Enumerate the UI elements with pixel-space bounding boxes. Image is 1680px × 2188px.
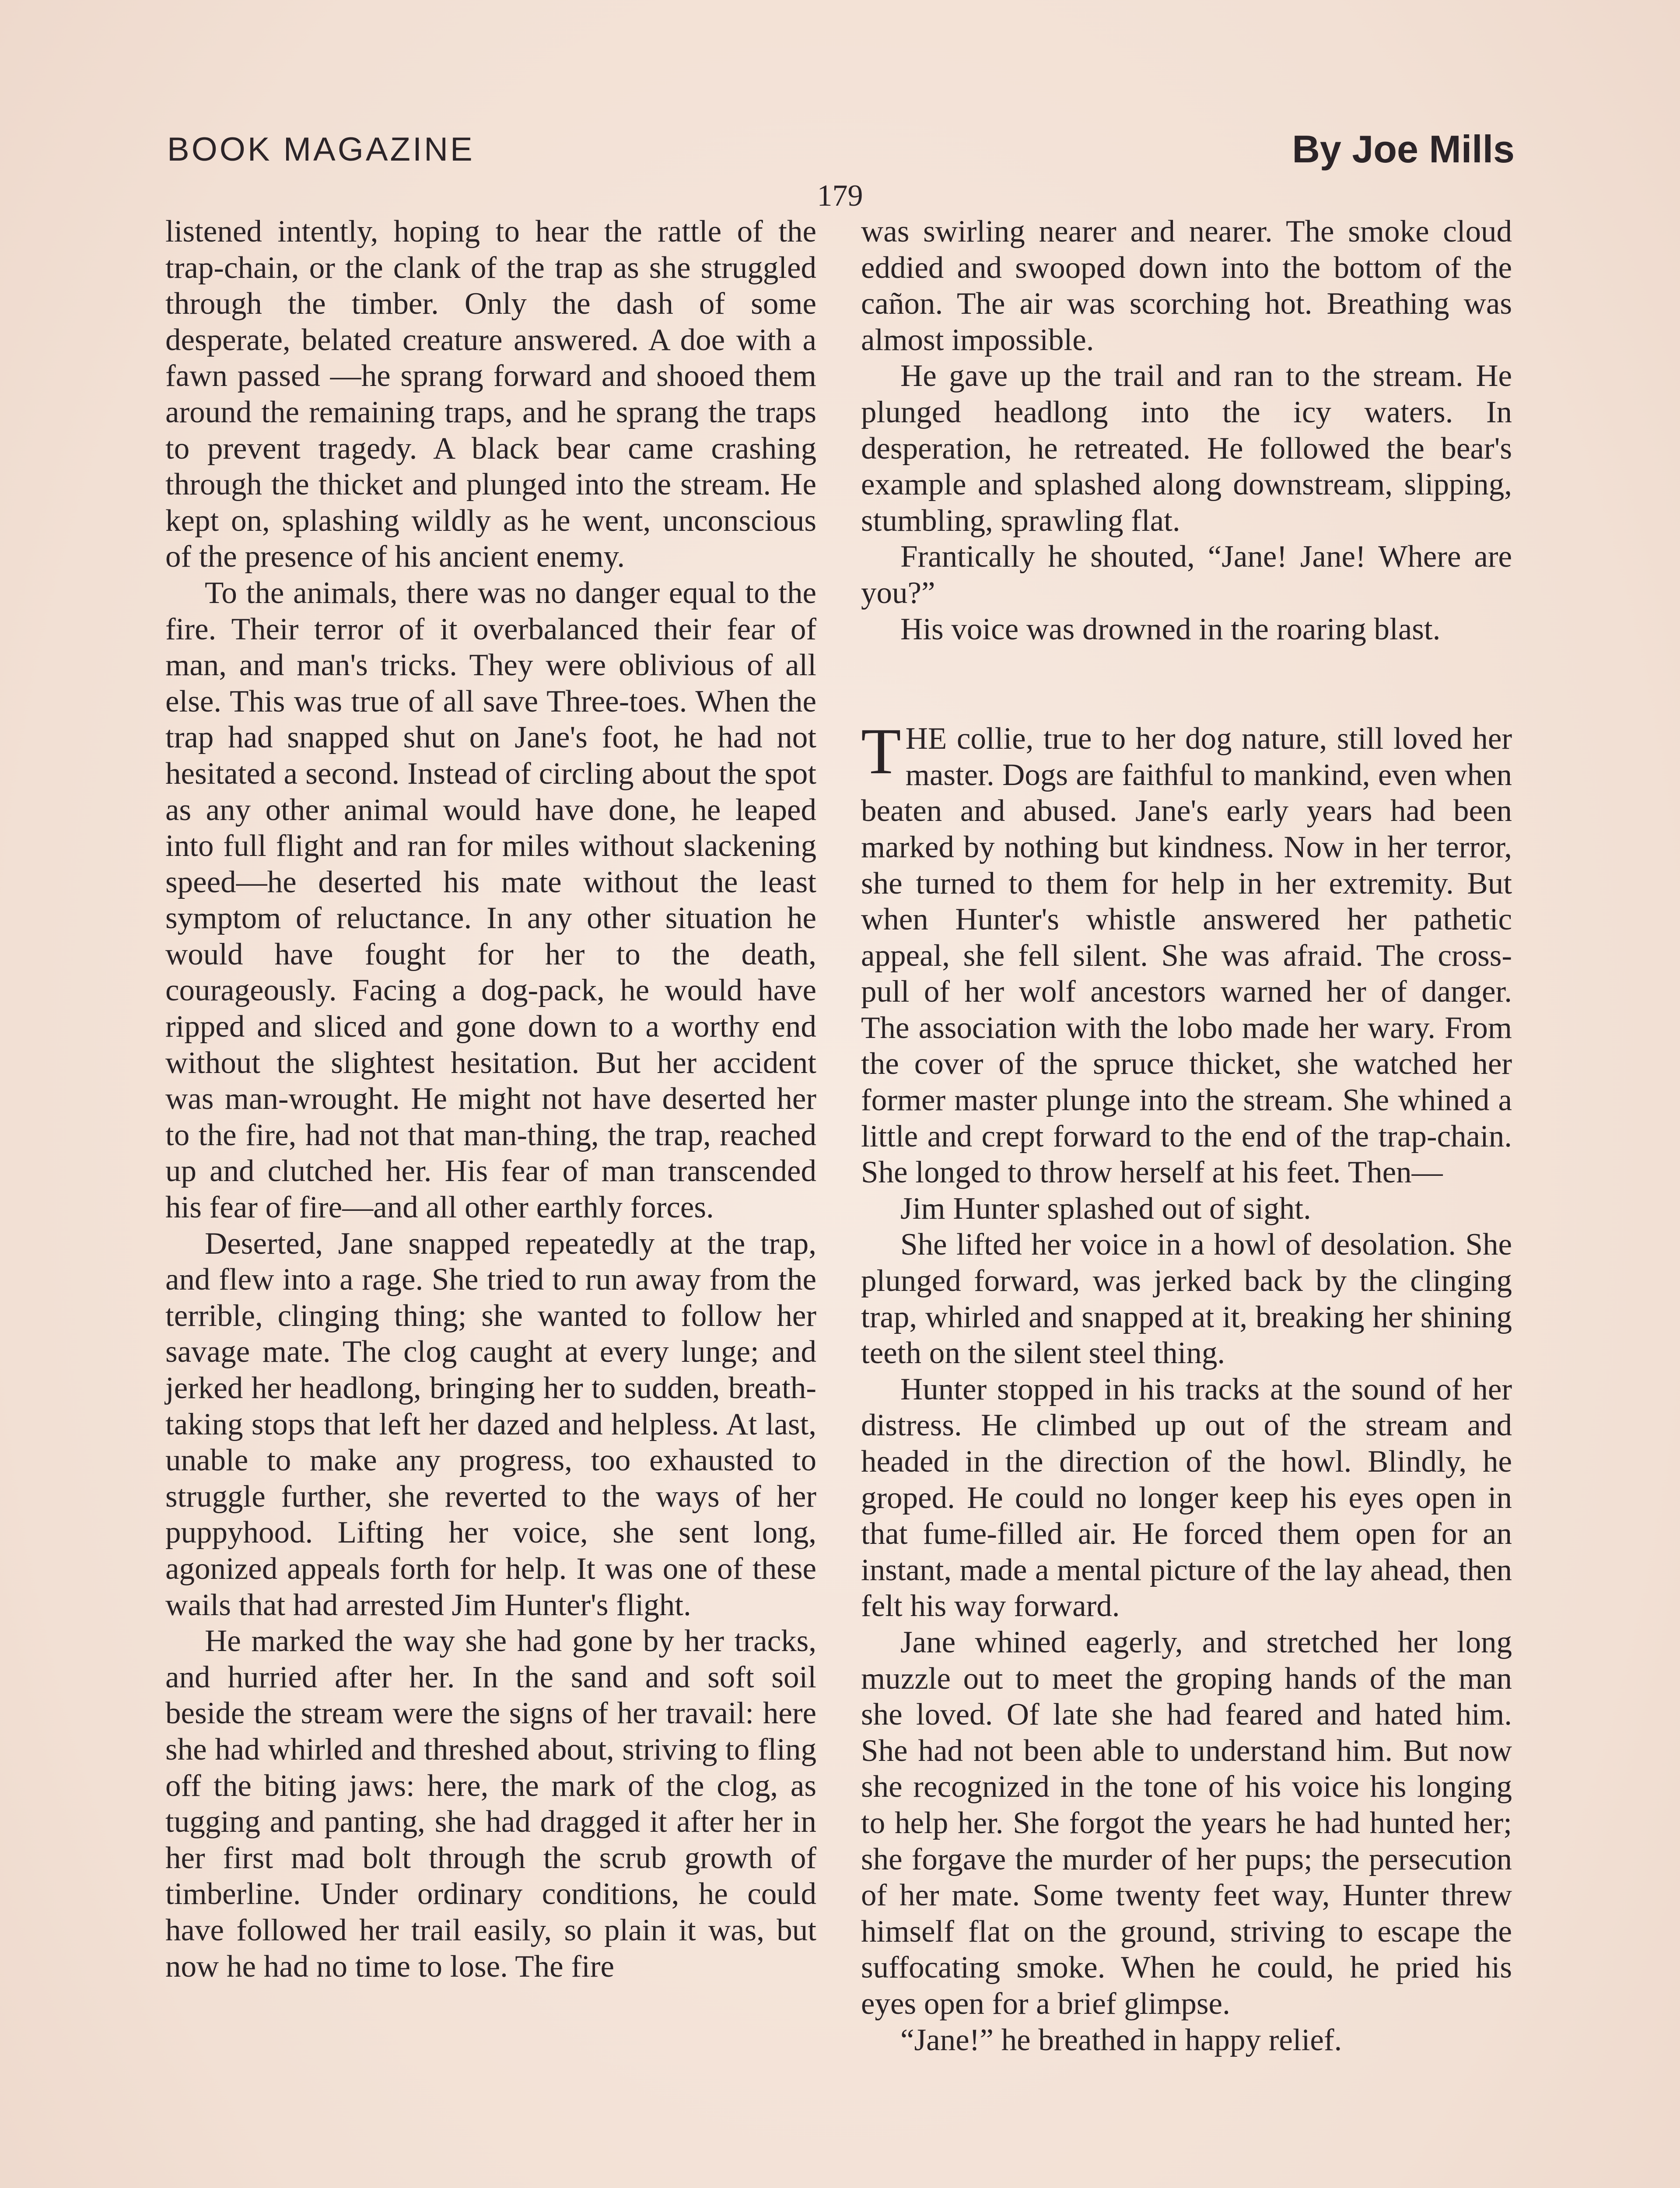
section-opening-paragraph — [861, 715, 1512, 1191]
page-number: 179 — [817, 179, 863, 213]
paragraph: Jim Hunter splashed out of sight. — [900, 1191, 1311, 1226]
paragraph: He gave up the trail and ran to the stream. He plunged headlong into the icy waters. In desperation, he retreated. He followed the bear's example and splashed along downstream, slipping, stumbling, sprawling flat. — [861, 359, 1512, 538]
drop-cap: T — [861, 715, 901, 788]
paragraph: “Jane!” he breathed in happy relief. — [900, 2023, 1342, 2057]
paragraph: was swirling nearer and nearer. The smoke cloud eddied and swooped down into the bottom of the cañon. The air was scorching hot. Breathing was almost impossible. — [861, 214, 1512, 357]
left-column — [165, 214, 816, 1985]
paragraph: She lifted her voice in a howl of desolation. She plunged forward, was jerked back by the clinging trap, whirled and snapped at it, breaking her shining teeth on the silent steel thing. — [861, 1227, 1512, 1371]
magazine-title: BOOK MAGAZINE — [167, 131, 475, 168]
paragraph-text: collie, true to her dog nature, still loved her master. Dogs are faithful to mankind, even when beaten and abused. Jane's early years had been marked by nothing but kindness. Now in her terror, she turned to them for help in her extremity. But when Hunter's whistle answered her pathetic appeal, she fell silent. She was afraid. The cross-pull of her wolf ancestors warned her of danger. The association with the lobo made her wary. From the cover of the spruce thicket, she watched her former master plunge into the stream. She whined a little and crept forward to the end of the trap-chain. She longed to throw herself at his feet. Then— — [861, 722, 1512, 1190]
paragraph: Deserted, Jane snapped repeatedly at the trap, and flew into a rage. She tried to run away from the terrible, clinging thing; she wanted to follow her savage mate. The clog caught at every lunge; and jerked her headlong, bringing her to sudden, breath-taking stops that left her dazed and helpless. At last, unable to make any progress, too exhausted to struggle further, she reverted to the ways of her puppyhood. Lifting her voice, she sent long, agonized appeals forth for help. It was one of these wails that had arrested Jim Hunter's flight. — [165, 1226, 816, 1622]
paragraph: Jane whined eagerly, and stretched her long muzzle out to meet the groping hands of the man she loved. Of late she had feared and hated him. She had not been able to understand him. But now she recognized in the tone of his voice his longing to help her. She forgot the years he had hunted her; she forgave the murder of her pups; the persecution of her mate. Some twenty feet way, Hunter threw himself flat on the ground, striving to escape the suffocating smoke. When he could, he pried his eyes open for a brief glimpse. — [861, 1625, 1512, 2021]
paragraph: His voice was drowned in the roaring blast. — [900, 612, 1441, 646]
paragraph: listened intently, hoping to hear the rattle of the trap-chain, or the clank of the trap as she struggled through the timber. Only the dash of some desperate, belated creature answered. A doe with a fawn passed —he sprang forward and shooed them around the remaining traps, and he sprang the traps to prevent tragedy. A black bear came crashing through the thicket and plunged into the stream. He kept on, splashing wildly as he went, unconscious of the presence of his ancient enemy. — [165, 214, 816, 574]
paragraph: Frantically he shouted, “Jane! Jane! Where are you?” — [861, 540, 1512, 610]
paragraph: He marked the way she had gone by her tracks, and hurried after her. In the sand and soft soil beside the stream were the signs of her travail: here she had whirled and threshed about, striving to fling off the biting jaws: here, the mark of the clog, as tugging and panting, she had dragged it after her in her first mad bolt through the scrub growth of timberline. Under ordinary conditions, he could have followed her trail easily, so plain it was, but now he had no time to lose. The fire — [165, 1624, 816, 1984]
paragraph: To the animals, there was no danger equal to the fire. Their terror of it overbalanced their fear of man, and man's tricks. They were oblivious of all else. This was true of all save Three-toes. When the trap had snapped shut on Jane's foot, he had not hesitated a second. Instead of circling about the spot as any other animal would have done, he leaped into full flight and ran for miles without slackening speed—he deserted his mate without the least symptom of reluctance. In any other situation he would have fought for her to the death, courageously. Facing a dog-pack, he would have ripped and sliced and gone down to a worthy end without the slightest hesitation. But her accident was man-wrought. He might not have deserted her to the fire, had not that man-thing, the trap, reached up and clutched her. His fear of man transcended his fear of fire—and all other earthly forces. — [165, 575, 816, 1225]
dropcap-word-rest: HE — [905, 722, 947, 756]
author-byline: By Joe Mills — [1292, 127, 1515, 171]
right-column — [861, 214, 1512, 2058]
paragraph: Hunter stopped in his tracks at the sound of her distress. He climbed up out of the stream and headed in the direction of the howl. Blindly, he groped. He could no longer keep his eyes open in that fume-filled air. He forced them open for an instant, made a mental picture of the lay ahead, then felt his way forward. — [861, 1372, 1512, 1623]
